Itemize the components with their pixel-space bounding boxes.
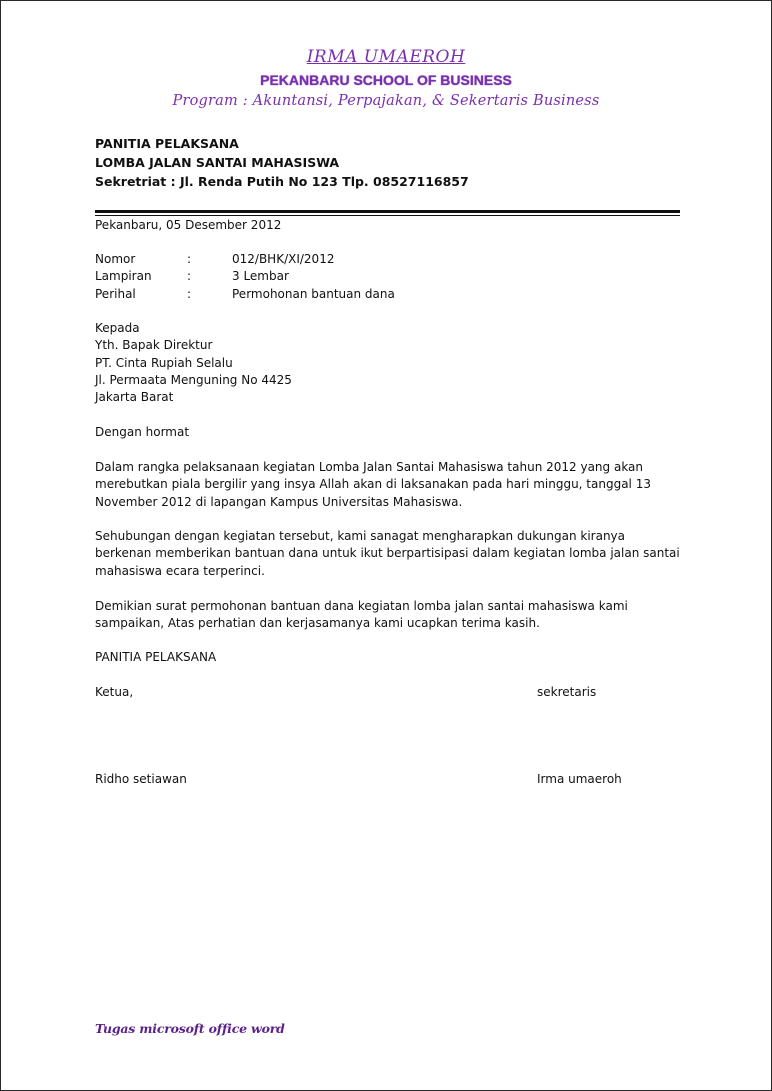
meta-colon: : <box>187 269 192 283</box>
header-rule-thick <box>95 210 680 213</box>
footer-note: Tugas microsoft office word <box>95 1021 285 1036</box>
meta-label-perihal: Perihal <box>95 287 136 301</box>
closing-org: PANITIA PELAKSANA <box>95 650 217 664</box>
letterhead-name: IRMA UMAEROH <box>306 47 466 67</box>
recipient-line: Jakarta Barat <box>95 390 174 404</box>
meta-value-lampiran: 3 Lembar <box>232 269 289 283</box>
recipient-line: Kepada <box>95 321 140 335</box>
committee-address: Sekretriat : Jl. Renda Putih No 123 Tlp. 08527116857 <box>95 174 469 189</box>
recipient-line: Yth. Bapak Direktur <box>95 338 213 352</box>
secretary-name: Irma umaeroh <box>537 772 622 786</box>
body-paragraph: Sehubungan dengan kegiatan tersebut, kami sanagat mengharapkan dukungan kiranya berkenan memberikan bantuan dana untuk ikut berpartisipasi dalam kegiatan lomba jalan santai mahasiswa ecara terperinci. <box>95 529 680 578</box>
greeting: Dengan hormat <box>95 425 190 439</box>
chair-title: Ketua, <box>95 685 134 699</box>
committee-line-2: LOMBA JALAN SANTAI MAHASISWA <box>95 155 340 170</box>
chair-name: Ridho setiawan <box>95 772 187 786</box>
letterhead-school: PEKANBARU SCHOOL OF BUSINESS <box>260 72 512 88</box>
body-paragraph: Dalam rangka pelaksanaan kegiatan Lomba Jalan Santai Mahasiswa tahun 2012 yang akan merebutkan piala bergilir yang insya Allah akan di laksanakan pada hari minggu, tanggal 13 November 2012 di lapangan Kampus Universitas Mahasiswa. <box>95 460 651 509</box>
header-rule-thin <box>95 215 680 216</box>
meta-label-lampiran: Lampiran <box>95 269 152 283</box>
recipient-line: PT. Cinta Rupiah Selalu <box>95 356 233 370</box>
body-paragraph: Demikian surat permohonan bantuan dana kegiatan lomba jalan santai mahasiswa kami sampaikan, Atas perhatian dan kerjasamanya kami ucapkan terima kasih. <box>95 599 628 631</box>
letter-date: Pekanbaru, 05 Desember 2012 <box>95 218 282 232</box>
meta-label-nomor: Nomor <box>95 252 136 266</box>
recipient-line: Jl. Permaata Menguning No 4425 <box>95 373 292 387</box>
letterhead-program: Program : Akuntansi, Perpajakan, & Sekertaris Business <box>172 93 600 109</box>
committee-line-1: PANITIA PELAKSANA <box>95 136 239 151</box>
meta-value-perihal: Permohonan bantuan dana <box>232 287 395 301</box>
meta-value-nomor: 012/BHK/XI/2012 <box>232 252 335 266</box>
secretary-title: sekretaris <box>537 685 597 699</box>
meta-colon: : <box>187 252 192 266</box>
meta-colon: : <box>187 287 192 301</box>
